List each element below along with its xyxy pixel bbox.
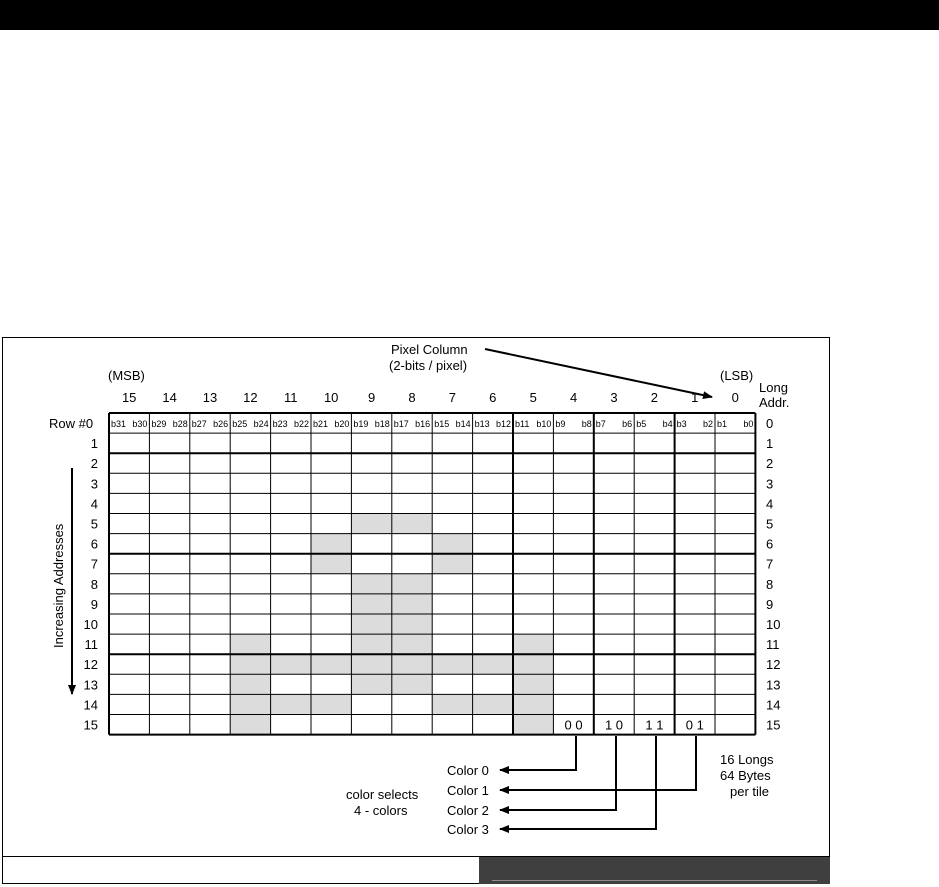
long-address: 5 — [766, 516, 774, 532]
bit-label: b6 — [622, 419, 633, 429]
row-number: 14 — [83, 697, 98, 713]
long-address: 2 — [766, 456, 774, 472]
shaded-pixel — [513, 674, 553, 694]
pixel-column-number: 2 — [650, 390, 659, 405]
long-address: 0 — [766, 416, 774, 431]
shaded-pixel — [432, 534, 472, 554]
row-number: 4 — [90, 496, 98, 512]
bit-label: b28 — [172, 419, 188, 429]
shaded-pixel — [432, 654, 472, 674]
pixel-column-number: 9 — [367, 390, 376, 405]
row-number: 12 — [83, 657, 98, 673]
bit-label: b17 — [393, 419, 409, 429]
connector-color-0 — [500, 736, 576, 770]
bit-label: b16 — [415, 419, 431, 429]
tile-grid — [109, 413, 755, 735]
long-address: 6 — [766, 536, 774, 552]
bit-label: b21 — [313, 419, 329, 429]
color-labels — [447, 763, 489, 837]
pixel-column-numbers — [122, 390, 739, 405]
row-number: 2 — [90, 456, 98, 472]
bit-label: b1 — [717, 419, 728, 429]
shaded-pixel — [392, 634, 432, 654]
shaded-pixel — [351, 594, 391, 614]
shaded-pixel — [271, 654, 311, 674]
row-number: 5 — [90, 516, 98, 532]
long-address: 13 — [766, 677, 781, 693]
msb-label: (MSB) — [108, 368, 145, 383]
shaded-pixel — [432, 694, 472, 714]
row-labels — [84, 436, 98, 732]
row-number: 8 — [90, 576, 98, 592]
row-number: 6 — [90, 536, 98, 552]
bit-value: 1 1 — [645, 717, 664, 733]
bit-label: b29 — [151, 419, 167, 429]
shaded-pixel — [513, 715, 553, 735]
shaded-pixel — [392, 514, 432, 534]
row-number: 9 — [90, 596, 98, 612]
pixel-column-number: 14 — [162, 390, 177, 405]
shaded-pixel — [351, 634, 391, 654]
shaded-pixel — [230, 654, 270, 674]
color-selects-label-2: 4 - colors — [354, 803, 408, 818]
pixel-column-number: 7 — [448, 390, 457, 405]
pixel-column-number: 15 — [121, 390, 137, 405]
connector-color-2 — [500, 736, 616, 810]
pixel-column-number: 12 — [243, 390, 258, 405]
shaded-pixel — [311, 694, 351, 714]
pixel-column-number: 1 — [691, 390, 699, 405]
shaded-pixel — [351, 614, 391, 634]
long-address: 15 — [766, 717, 781, 733]
bit-label: b8 — [581, 419, 592, 429]
shaded-pixel — [392, 674, 432, 694]
shaded-pixel — [230, 674, 270, 694]
shaded-pixel — [392, 574, 432, 594]
pixel-column-number: 4 — [569, 390, 578, 405]
connector-color-1 — [500, 736, 696, 790]
shaded-pixel — [392, 654, 432, 674]
pixel-column-number: 3 — [610, 390, 618, 405]
summary-label-1: 16 Longs — [720, 752, 774, 767]
color-connectors — [500, 736, 696, 829]
bit-label: b14 — [455, 419, 471, 429]
bit-label: b0 — [743, 419, 754, 429]
pixel-column-number: 11 — [284, 390, 298, 405]
summary-label-3: per tile — [730, 784, 770, 799]
shaded-pixel — [513, 694, 553, 714]
bit-label: b12 — [495, 419, 511, 429]
pixel-column-number: 8 — [408, 390, 416, 405]
shaded-pixel — [473, 694, 513, 714]
bit-label: b26 — [213, 419, 229, 429]
long-address: 1 — [766, 436, 774, 452]
long-addr-label-1: Long — [759, 380, 788, 395]
shaded-pixel — [230, 694, 270, 714]
color-selects-label-1: color selects — [346, 787, 419, 802]
shaded-pixel — [311, 554, 351, 574]
row-number: 1 — [90, 436, 98, 452]
bit-label: b27 — [191, 419, 207, 429]
pixel-column-number: 6 — [489, 390, 497, 405]
long-address: 12 — [766, 657, 781, 673]
bit-value: 1 0 — [604, 717, 624, 733]
shaded-pixel — [230, 715, 270, 735]
bit-label: b24 — [253, 419, 269, 429]
summary-label-2: 64 Bytes — [720, 768, 771, 783]
increasing-addresses-label: Increasing Addresses — [51, 523, 66, 648]
bit-label: b10 — [536, 419, 552, 429]
row-number: 11 — [84, 637, 98, 653]
bit-label: b2 — [702, 419, 713, 429]
shaded-pixel — [392, 594, 432, 614]
bit-label: b11 — [515, 419, 530, 429]
bit-label: b18 — [374, 419, 390, 429]
color-label: Color 2 — [447, 803, 489, 818]
color-label: Color 1 — [447, 783, 489, 798]
shaded-pixel — [513, 634, 553, 654]
row-number: 10 — [83, 617, 98, 632]
pixel-column-number: 10 — [323, 390, 339, 405]
bit-label: b7 — [595, 419, 606, 429]
shaded-pixel — [311, 534, 351, 554]
bit-label: b4 — [662, 419, 673, 429]
long-addr-label-2: Addr. — [759, 395, 790, 410]
shaded-pixel — [351, 674, 391, 694]
long-address-labels — [766, 416, 780, 733]
bit-label: b22 — [293, 419, 309, 429]
pixel-column-pointer — [485, 349, 712, 397]
bit-label: b5 — [636, 419, 647, 429]
connector-color-3 — [500, 736, 656, 829]
bit-label: b23 — [272, 419, 288, 429]
long-address: 4 — [766, 496, 774, 512]
shaded-pixel — [271, 694, 311, 714]
long-address: 3 — [766, 476, 774, 492]
lsb-label: (LSB) — [720, 368, 754, 383]
long-address: 9 — [766, 596, 774, 612]
bit-value: 0 0 — [564, 717, 583, 733]
shaded-pixel — [351, 514, 391, 534]
pixel-column-number: 0 — [731, 390, 739, 405]
shaded-pixel — [351, 574, 391, 594]
shaded-pixel — [351, 654, 391, 674]
row-number: 3 — [90, 476, 98, 492]
long-address: 8 — [766, 576, 774, 592]
shaded-pixel — [392, 614, 432, 634]
bit-label: b3 — [676, 419, 687, 429]
shaded-pixel — [311, 654, 351, 674]
long-address: 10 — [766, 617, 781, 632]
long-address: 7 — [766, 556, 774, 572]
bit-label: b30 — [132, 419, 148, 429]
color-label: Color 3 — [447, 822, 489, 837]
bit-label: b9 — [555, 419, 566, 429]
bit-label: b13 — [474, 419, 490, 429]
shaded-pixel — [513, 654, 553, 674]
bit-label: b15 — [434, 419, 450, 429]
pixel-column-title: Pixel Column — [391, 342, 468, 357]
bit-label: b31 — [111, 419, 127, 429]
row-number: 13 — [83, 677, 98, 693]
pixel-column-number: 13 — [202, 390, 218, 405]
shaded-pixel — [473, 654, 513, 674]
row-number: 15 — [83, 717, 98, 733]
bit-value: 0 1 — [685, 717, 704, 733]
pixel-column-number: 5 — [529, 390, 537, 405]
long-address: 11 — [766, 637, 780, 653]
long-address: 14 — [766, 697, 781, 713]
row-number: 7 — [90, 556, 98, 572]
bits-per-pixel-label: (2-bits / pixel) — [389, 358, 468, 373]
bit-label: b19 — [353, 419, 369, 429]
bit-label: b20 — [334, 419, 350, 429]
shaded-pixel — [432, 554, 472, 574]
bit-label: b25 — [232, 419, 248, 429]
row-prefix-label: Row #0 — [49, 416, 94, 431]
shaded-pixel — [230, 634, 270, 654]
color-label: Color 0 — [447, 763, 489, 778]
